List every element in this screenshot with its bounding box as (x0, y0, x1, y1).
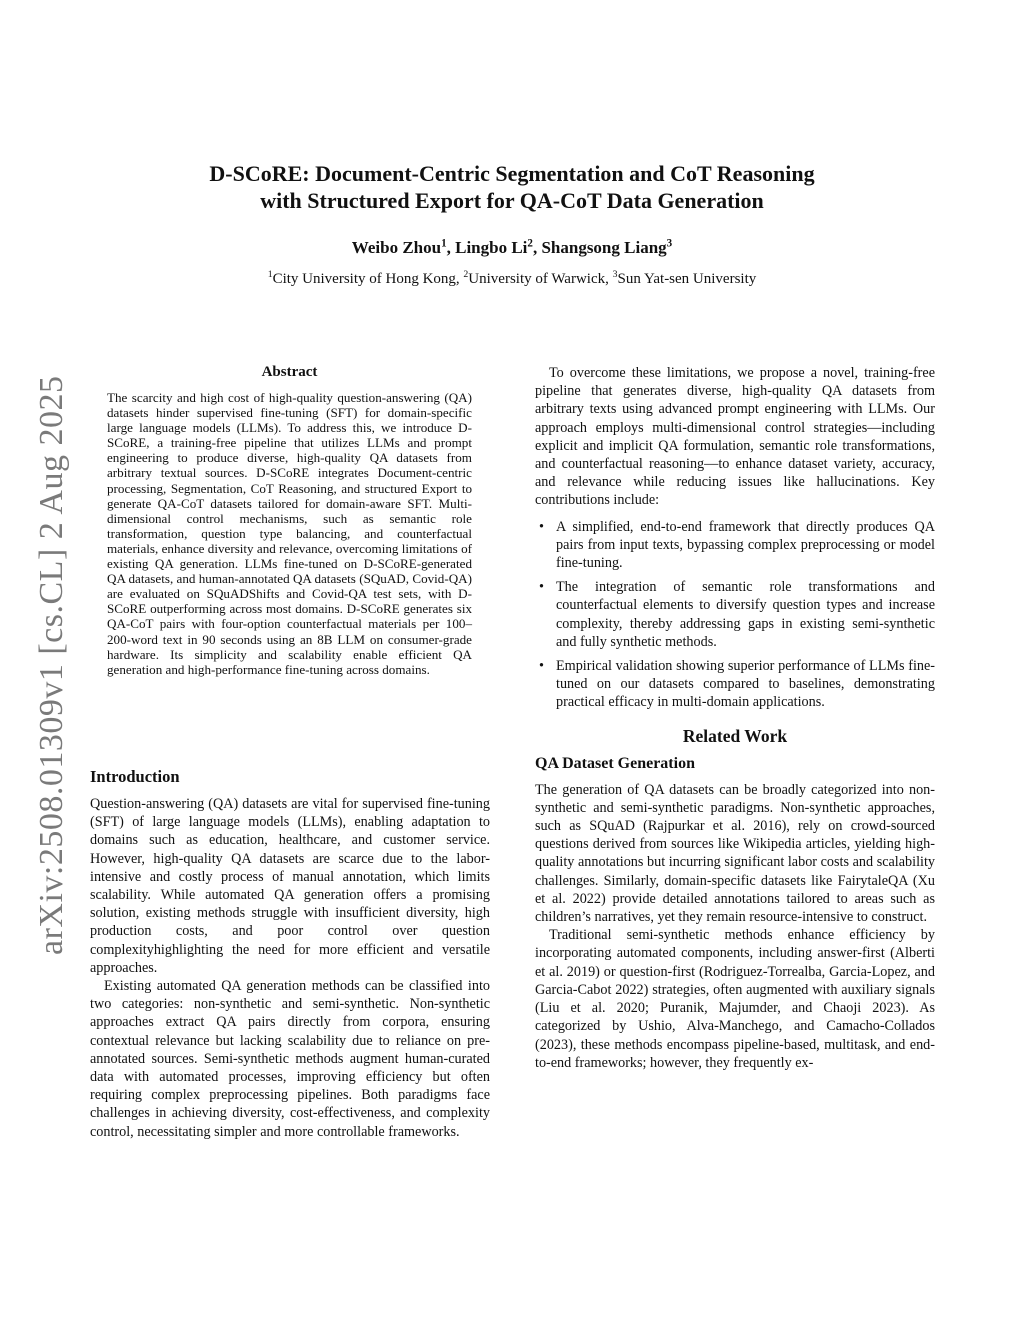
author-separator: , (446, 238, 456, 257)
affiliation-mark: 1 (267, 269, 273, 280)
introduction-heading: Introduction (90, 767, 180, 786)
contribution-item (535, 518, 935, 573)
introduction-paragraph: Question-answering (QA) datasets are vital for supervised fine-tuning (SFT) of large language models (LLMs), enabling adaptation to domains such as education, healthcare, and customer service. However, high-quality QA datasets are scarce due to the labor-intensive and costly process of manual annotation, which limits scalability. While automated QA generation offers a promising solution, existing methods struggle with insufficient diversity, high production costs, and poor control over question complexityhighlighting the need for more efficient and versatile approaches. (90, 796, 490, 976)
abstract-heading: Abstract (261, 364, 318, 380)
bullet-icon: • (539, 658, 544, 675)
qa-dataset-generation-heading: QA Dataset Generation (535, 754, 695, 772)
right-column (535, 364, 935, 1072)
affiliation-list (90, 271, 934, 288)
arxiv-identifier-watermark: arXiv:2508.01309v1 [cs.CL] 2 Aug 2025 (33, 375, 70, 955)
contribution-item (535, 578, 935, 651)
paper-title (90, 160, 934, 214)
abstract-section (107, 364, 472, 677)
contributions-list (535, 518, 935, 712)
author-name: Lingbo Li (455, 238, 528, 257)
contribution-text: A simplified, end-to-end framework that directly produces QA pairs from input texts, bypassing complex preprocessing or model fine-tuning. (556, 518, 935, 572)
title-line-1: D-SCoRE: Document-Centric Segmentation and CoT Reasoning (209, 161, 815, 186)
author-name: Shangsong Liang (541, 238, 667, 257)
affiliation-separator: , (605, 271, 613, 287)
affiliation-name: City University of Hong Kong (272, 271, 456, 287)
author-list (90, 238, 934, 258)
affiliation-mark: 2 (463, 269, 469, 280)
affiliation-mark: 3 (612, 269, 618, 280)
introduction-section (90, 767, 490, 1141)
contribution-text: Empirical validation showing superior performance of LLMs fine-tuned on our datasets compared to baselines, demonstrating practical efficacy in multi-domain applications. (556, 658, 935, 711)
contribution-text: The integration of semantic role transformations and counterfactual elements to diversify question types and increase complexity, thereby addressing gaps in existing semi-synthetic and fully synthetic methods. (556, 579, 935, 650)
author-affiliation-mark: 2 (527, 237, 533, 250)
related-work-heading: Related Work (682, 725, 788, 746)
related-work-paragraph: Traditional semi-synthetic methods enhance efficiency by incorporating automated components, including answer-first (Alberti et al. 2019) or question-first (Rodriguez-Torrealba, Garcia-Lopez, and Garcia-Cabot 2022) strategies, often augmented with auxiliary signals (Liu et al. 2020; Puranik, Majumder, and Chaoji 2023). As categorized by Ushio, Alva-Manchego, and Camacho-Collados (2023), these methods encompass pipeline-based, multitask, and end-to-end frameworks; however, they frequently ex- (535, 927, 935, 1071)
abstract-text: The scarcity and high cost of high-quality question-answering (QA) datasets hinder supervised fine-tuning (SFT) for domain-specific large language models (LLMs). To address this, we introduce D-SCoRE, a training-free pipeline that utilizes LLMs and prompt engineering to produce diverse, high-quality QA datasets from arbitrary textual sources. D-SCoRE integrates Document-centric processing, Segmentation, CoT Reasoning, and structured Export to generate QA-CoT datasets tailored for domain-aware SFT. Multi-dimensional control mechanisms, such as semantic role transformation, question type balancing, and counterfactual materials, enhance diversity and relevance, overcoming limitations of existing QA generation. LLMs fine-tuned on D-SCoRE-generated QA datasets, and human-annotated QA datasets (SQuAD, Covid-QA) are evaluated on SQuADShifts and Covid-QA test sets, with D-SCoRE outperforming across most domains. D-SCoRE generates six QA-CoT pairs with four-option counterfactual materials per 100–200-word text in 90 seconds using an 8B LLM on consumer-grade hardware. Its simplicity and scalability enable efficient QA generation and high-performance fine-tuning across domains. (107, 390, 472, 677)
title-line-2: with Structured Export for QA-CoT Data Generation (260, 188, 764, 213)
introduction-continuation-paragraph: To overcome these limitations, we propose a novel, training-free pipeline that generates diverse, high-quality QA datasets from arbitrary texts using advanced prompt engineering with LLMs. Our approach employs multi-dimensional control strategies—including explicit and implicit QA formulation, semantic role transformations, and counterfactual reasoning—to enhance dataset variety, accuracy, and relevance while reducing issues like hallucinations. Key contributions include: (535, 365, 935, 509)
affiliation-name: University of Warwick (468, 271, 606, 287)
bullet-icon: • (539, 518, 544, 535)
author-affiliation-mark: 1 (441, 237, 447, 250)
author-affiliation-mark: 3 (666, 237, 673, 250)
related-work-paragraph: The generation of QA datasets can be broadly categorized into non-synthetic and semi-synthetic paradigms. Non-synthetic approaches, such as SQuAD (Rajpurkar et al. 2016), rely on crowd-sourced questions derived from sources like Wikipedia articles, yielding high-quality annotations but incurring significant labor costs and scalability challenges. Similarly, domain-specific datasets like FairytaleQA (Xu et al. 2022) provide detailed annotations tailored to areas such as children’s narratives, yet they remain resource-intensive to construct. (535, 781, 935, 926)
introduction-paragraph: Existing automated QA generation methods can be classified into two categories: non-synthetic and semi-synthetic. Non-synthetic approaches extract QA pairs directly from corpora, ensuring contextual relevance but lacking scalability due to reliance on pre-annotated sources. Semi-synthetic methods augment human-curated data with automated processes, improving efficiency but often requiring complex preprocessing pipelines. Both paradigms face challenges in achieving diversity, cost-effectiveness, and complexity control, necessitating simpler and more controllable frameworks. (90, 978, 490, 1140)
author-separator: , (532, 238, 542, 257)
author-name: Weibo Zhou (351, 238, 442, 257)
bullet-icon: • (539, 579, 544, 596)
contribution-item (535, 657, 935, 712)
affiliation-name: Sun Yat-sen University (617, 271, 757, 287)
affiliation-separator: , (455, 271, 464, 287)
